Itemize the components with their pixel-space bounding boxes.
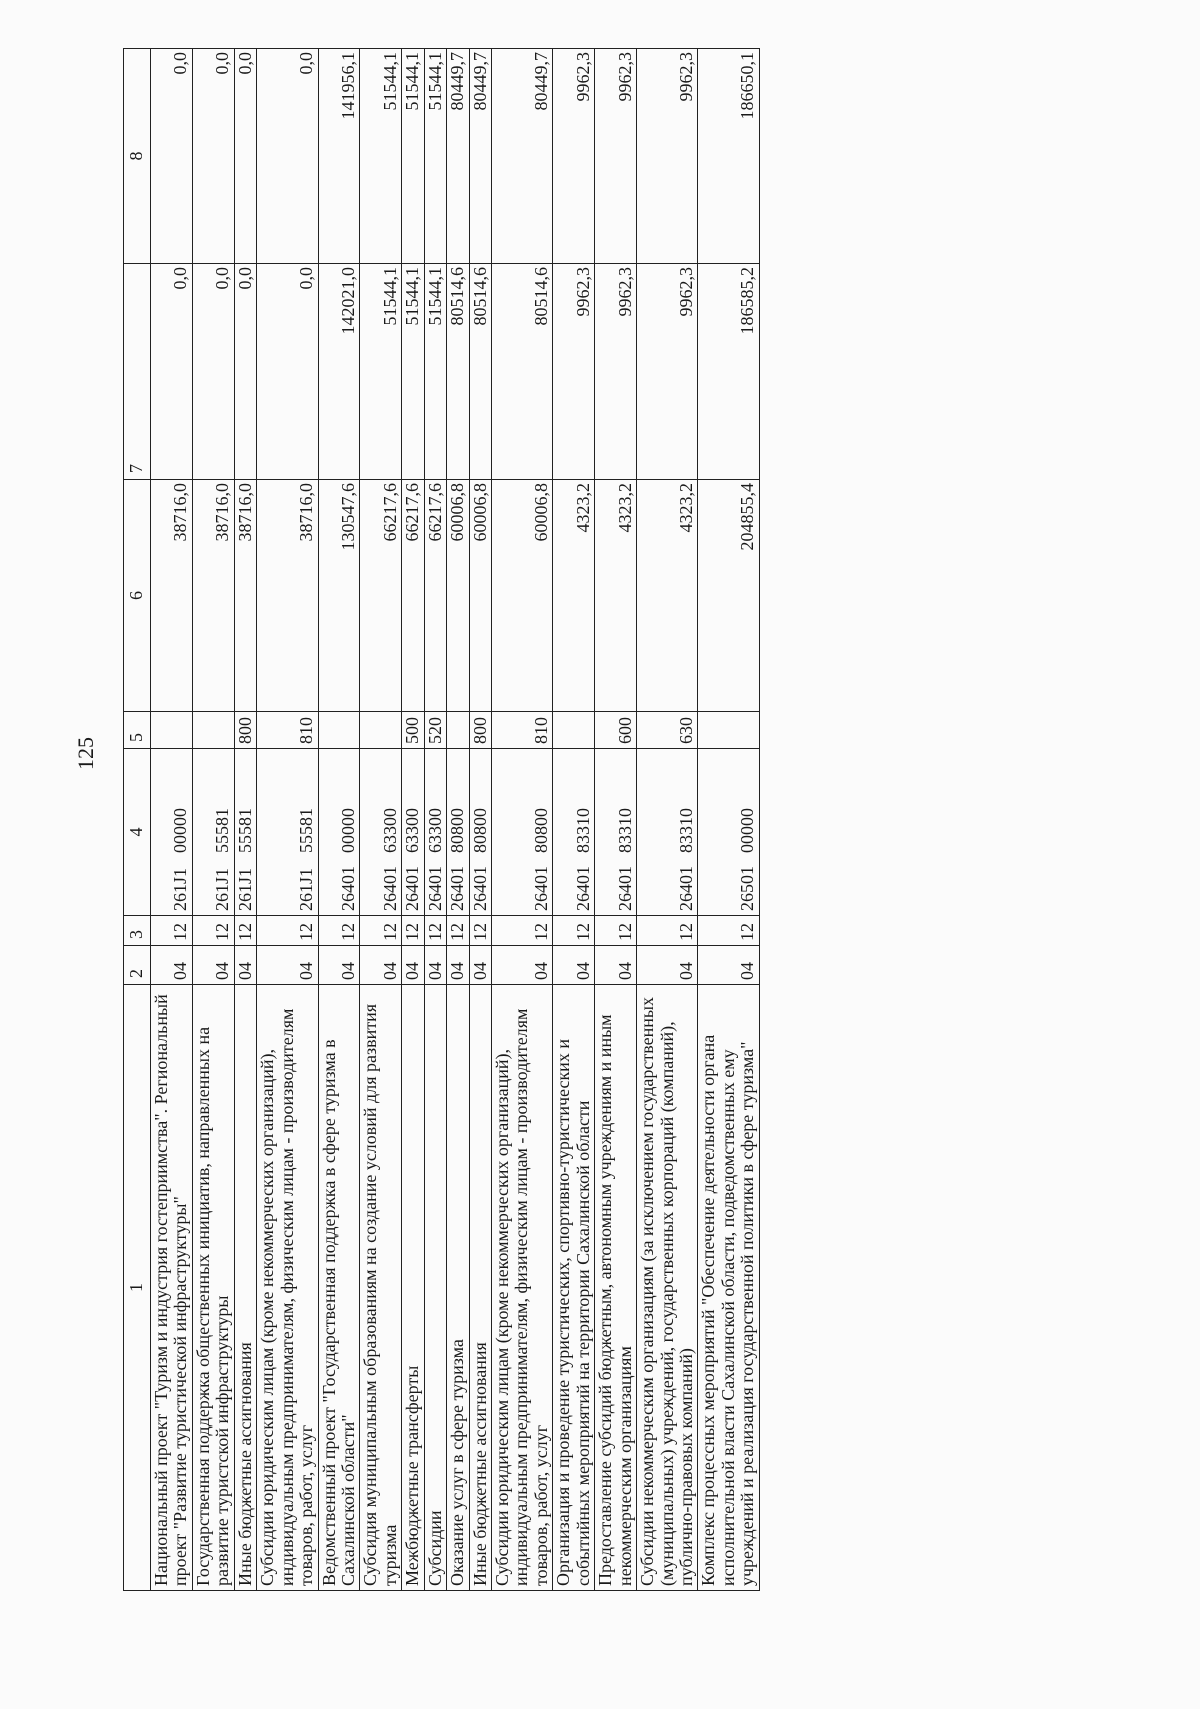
row-value-7-cell: 51544,1 [360,264,402,480]
table-row [318,49,360,1591]
row-code-4-suffix: 63300 [424,808,445,853]
row-value-7-cell: 186585,2 [698,264,759,480]
row-value-8-cell: 9962,3 [637,49,698,264]
rotated-table-wrapper [123,49,1160,1591]
row-value-7-cell: 9962,3 [595,264,637,480]
table-row [553,49,595,1591]
row-code-4-prefix: 261J1 [234,867,255,911]
row-code-4-suffix: 83310 [675,808,696,853]
row-code-4-suffix: 55581 [212,808,233,853]
row-code-4-cell [402,749,424,916]
row-code-4-prefix: 261J1 [296,867,317,911]
row-code-5-cell: 630 [637,712,698,749]
row-value-7-cell: 9962,3 [637,264,698,480]
row-value-8-cell: 186650,1 [698,49,759,264]
row-code-2-cell: 04 [698,946,759,985]
row-code-4-prefix: 261J1 [170,867,191,911]
row-code-4-suffix: 63300 [402,808,423,853]
row-value-8-cell: 0,0 [234,49,256,264]
row-code-3-cell: 12 [402,916,424,946]
row-code-2-cell: 04 [637,946,698,985]
row-code-3-cell: 12 [595,916,637,946]
row-code-4-cell [257,749,318,916]
row-value-7-cell: 51544,1 [424,264,446,480]
row-code-5-cell [318,712,360,749]
row-code-4-cell [447,749,469,916]
table-row [424,49,446,1591]
row-code-3-cell: 12 [234,916,256,946]
table-row [257,49,318,1591]
row-code-4-cell [637,749,698,916]
row-name-cell: Комплекс процессных мероприятий "Обеспечение деятельности органа исполнительной власти Сахалинской области, подведомственных ему учреждений и реализация государственной политики в сфере туризма" [698,985,759,1591]
header-col-5: 5 [124,712,151,749]
row-code-4-cell [553,749,595,916]
table-row [234,49,256,1591]
row-code-3-cell: 12 [447,916,469,946]
row-value-6-cell: 4323,2 [553,480,595,712]
row-code-4-suffix: 00000 [170,808,191,853]
row-value-8-cell: 9962,3 [553,49,595,264]
row-value-8-cell: 0,0 [151,49,193,264]
row-code-3-cell: 12 [553,916,595,946]
table-row [151,49,193,1591]
table-row [447,49,469,1591]
row-value-6-cell: 204855,4 [698,480,759,712]
row-value-6-cell: 60006,8 [492,480,553,712]
row-code-2-cell: 04 [151,946,193,985]
row-value-8-cell: 51544,1 [360,49,402,264]
row-code-2-cell: 04 [257,946,318,985]
row-code-5-cell: 500 [402,712,424,749]
row-value-7-cell: 0,0 [234,264,256,480]
row-value-6-cell: 66217,6 [402,480,424,712]
row-value-7-cell: 0,0 [151,264,193,480]
row-value-7-cell: 51544,1 [402,264,424,480]
row-value-7-cell: 0,0 [192,264,234,480]
row-code-4-cell [234,749,256,916]
row-code-4-suffix: 63300 [379,808,400,853]
row-code-4-cell [151,749,193,916]
table-row [637,49,698,1591]
header-col-3: 3 [124,916,151,946]
row-code-4-prefix: 26401 [469,866,490,911]
row-value-6-cell: 4323,2 [637,480,698,712]
row-code-5-cell [447,712,469,749]
row-code-2-cell: 04 [402,946,424,985]
row-code-2-cell: 04 [469,946,491,985]
row-name-cell: Иные бюджетные ассигнования [469,985,491,1591]
row-code-4-prefix: 26401 [424,866,445,911]
row-code-4-prefix: 26401 [337,866,358,911]
row-code-4-cell [698,749,759,916]
row-code-5-cell: 800 [234,712,256,749]
row-code-4-prefix: 26401 [675,866,696,911]
budget-table [123,48,760,1591]
row-code-3-cell: 12 [257,916,318,946]
row-value-6-cell: 38716,0 [234,480,256,712]
row-code-4-suffix: 80800 [530,808,551,853]
row-value-6-cell: 60006,8 [447,480,469,712]
table-row [492,49,553,1591]
row-value-7-cell: 80514,6 [447,264,469,480]
row-code-5-cell: 810 [257,712,318,749]
row-code-4-cell [469,749,491,916]
row-name-cell: Субсидии юридическим лицам (кроме некоммерческих организаций), индивидуальным предпринимателям, физическим лицам - производителям товаров, работ, услуг [492,985,553,1591]
table-header-row [124,49,151,1591]
row-value-6-cell: 38716,0 [257,480,318,712]
row-value-6-cell: 38716,0 [151,480,193,712]
row-code-4-cell [492,749,553,916]
row-value-8-cell: 0,0 [192,49,234,264]
table-row [402,49,424,1591]
row-code-2-cell: 04 [192,946,234,985]
table-row [360,49,402,1591]
row-code-4-prefix: 261J1 [212,867,233,911]
row-code-5-cell: 800 [469,712,491,749]
row-name-cell: Субсидии юридическим лицам (кроме некоммерческих организаций), индивидуальным предпринимателям, физическим лицам - производителям товаров, работ, услуг [257,985,318,1591]
row-code-4-cell [192,749,234,916]
row-value-8-cell: 80449,7 [447,49,469,264]
row-code-5-cell [553,712,595,749]
row-value-8-cell: 141956,1 [318,49,360,264]
row-code-5-cell: 520 [424,712,446,749]
row-name-cell: Межбюджетные трансферты [402,985,424,1591]
header-col-7: 7 [124,264,151,480]
row-code-5-cell [698,712,759,749]
row-code-4-suffix: 83310 [572,808,593,853]
row-value-8-cell: 9962,3 [595,49,637,264]
header-col-2: 2 [124,946,151,985]
row-code-5-cell [192,712,234,749]
row-value-7-cell: 0,0 [257,264,318,480]
row-code-4-cell [360,749,402,916]
row-value-6-cell: 4323,2 [595,480,637,712]
row-name-cell: Организация и проведение туристических, спортивно-туристических и событийных мероприятий на территории Сахалинской области [553,985,595,1591]
row-code-2-cell: 04 [318,946,360,985]
row-code-3-cell: 12 [424,916,446,946]
row-code-4-prefix: 26401 [447,866,468,911]
row-value-6-cell: 66217,6 [424,480,446,712]
row-code-3-cell: 12 [637,916,698,946]
row-code-3-cell: 12 [469,916,491,946]
row-code-4-suffix: 55581 [234,808,255,853]
row-code-3-cell: 12 [698,916,759,946]
row-value-8-cell: 51544,1 [424,49,446,264]
row-value-8-cell: 80449,7 [469,49,491,264]
row-name-cell: Субсидия муниципальным образованиям на создание условий для развития туризма [360,985,402,1591]
row-name-cell: Субсидии некоммерческим организациям (за исключением государственных (муниципальных) учреждений, государственных корпораций (компаний), публично-правовых компаний) [637,985,698,1591]
row-code-4-prefix: 26401 [530,866,551,911]
header-col-1: 1 [124,985,151,1591]
row-code-2-cell: 04 [447,946,469,985]
row-code-4-prefix: 26401 [379,866,400,911]
row-code-4-cell [318,749,360,916]
row-value-7-cell: 80514,6 [469,264,491,480]
row-code-4-prefix: 26401 [572,866,593,911]
row-code-2-cell: 04 [492,946,553,985]
row-code-2-cell: 04 [424,946,446,985]
row-value-6-cell: 38716,0 [192,480,234,712]
page-number: 125 [73,737,98,770]
row-name-cell: Оказание услуг в сфере туризма [447,985,469,1591]
table-row [192,49,234,1591]
row-code-4-suffix: 00000 [737,808,758,853]
header-col-6: 6 [124,480,151,712]
row-value-7-cell: 80514,6 [492,264,553,480]
row-value-7-cell: 9962,3 [553,264,595,480]
header-col-4: 4 [124,749,151,916]
row-code-5-cell [151,712,193,749]
row-code-3-cell: 12 [192,916,234,946]
row-name-cell: Иные бюджетные ассигнования [234,985,256,1591]
row-code-3-cell: 12 [360,916,402,946]
table-row [469,49,491,1591]
row-code-3-cell: 12 [492,916,553,946]
row-code-4-cell [595,749,637,916]
row-value-8-cell: 0,0 [257,49,318,264]
row-name-cell: Ведомственный проект "Государственная поддержка в сфере туризма в Сахалинской области" [318,985,360,1591]
row-code-2-cell: 04 [360,946,402,985]
row-name-cell: Субсидии [424,985,446,1591]
table-row [698,49,759,1591]
row-code-5-cell: 810 [492,712,553,749]
row-name-cell: Национальный проект "Туризм и индустрия гостеприимства". Региональный проект "Развитие туристической инфраструктуры" [151,985,193,1591]
row-code-4-suffix: 80800 [469,808,490,853]
row-code-4-suffix: 83310 [614,808,635,853]
row-value-8-cell: 80449,7 [492,49,553,264]
row-code-5-cell [360,712,402,749]
row-value-7-cell: 142021,0 [318,264,360,480]
row-name-cell: Предоставление субсидий бюджетным, автономным учреждениям и иным некоммерческим организациям [595,985,637,1591]
row-value-6-cell: 60006,8 [469,480,491,712]
row-code-2-cell: 04 [234,946,256,985]
row-code-3-cell: 12 [151,916,193,946]
row-code-4-prefix: 26401 [614,866,635,911]
table-row [595,49,637,1591]
row-value-8-cell: 51544,1 [402,49,424,264]
row-value-6-cell: 66217,6 [360,480,402,712]
row-code-2-cell: 04 [553,946,595,985]
row-code-4-prefix: 26401 [402,866,423,911]
row-value-6-cell: 130547,6 [318,480,360,712]
row-name-cell: Государственная поддержка общественных инициатив, направленных на развитие туристской инфраструктуры [192,985,234,1591]
row-code-4-suffix: 55581 [296,808,317,853]
row-code-3-cell: 12 [318,916,360,946]
row-code-2-cell: 04 [595,946,637,985]
header-col-8: 8 [124,49,151,264]
row-code-4-cell [424,749,446,916]
row-code-4-suffix: 00000 [337,808,358,853]
row-code-5-cell: 600 [595,712,637,749]
row-code-4-suffix: 80800 [447,808,468,853]
row-code-4-prefix: 26501 [737,866,758,911]
